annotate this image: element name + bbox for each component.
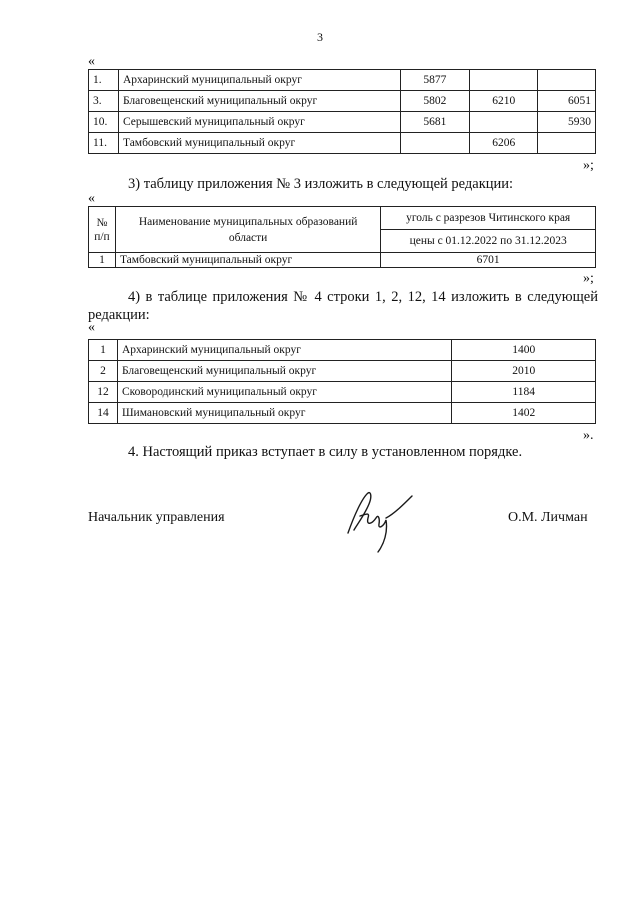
- row-value-2: 6210: [470, 91, 538, 112]
- row-value: 1402: [452, 403, 596, 424]
- quote-close-2: »;: [583, 271, 594, 286]
- row-value: 2010: [452, 361, 596, 382]
- row-name: Благовещенский муниципальный округ: [117, 361, 451, 382]
- paragraph-3: 3) таблицу приложения № 3 изложить в следующей редакции:: [128, 176, 514, 192]
- row-value-1: 5877: [400, 70, 470, 91]
- quote-open-3: «: [88, 320, 95, 335]
- table-row: [89, 361, 596, 382]
- row-number: 1.: [89, 70, 119, 91]
- table-row: [89, 91, 596, 112]
- row-number: 10.: [89, 112, 119, 133]
- page-number: 3: [317, 30, 323, 44]
- table-prices-3: [88, 339, 596, 424]
- header-period: цены с 01.12.2022 по 31.12.2023: [381, 230, 596, 253]
- table-row: [89, 382, 596, 403]
- handwritten-signature: [338, 488, 418, 558]
- table-row: [89, 133, 596, 154]
- signatory-name: О.М. Личман: [508, 510, 588, 525]
- table-row: [89, 112, 596, 133]
- row-number: 12: [89, 382, 118, 403]
- paragraph-5: 4. Настоящий приказ вступает в силу в установленном порядке.: [128, 444, 523, 460]
- row-name: Архаринский муниципальный округ: [117, 340, 451, 361]
- header-name: Наименование муниципальных образований области: [115, 207, 380, 253]
- paragraph-4: 4) в таблице приложения № 4 строки 1, 2, 12, 14 изложить в следующей редакции:: [88, 289, 598, 323]
- row-name: Сковородинский муниципальный округ: [117, 382, 451, 403]
- table-row: [89, 70, 596, 91]
- header-number: № п/п: [89, 207, 116, 253]
- quote-close-1: »;: [583, 158, 594, 173]
- row-number: 3.: [89, 91, 119, 112]
- row-value: 1184: [452, 382, 596, 403]
- quote-close-3: ».: [583, 428, 594, 443]
- table-row: [89, 340, 596, 361]
- row-value: 1400: [452, 340, 596, 361]
- table-row: [89, 253, 596, 268]
- signatory-position: Начальник управления: [88, 510, 225, 525]
- row-value-3: 5930: [538, 112, 596, 133]
- row-value-3: [538, 70, 596, 91]
- row-value-1: [400, 133, 470, 154]
- row-number: 11.: [89, 133, 119, 154]
- row-number: 1: [89, 340, 118, 361]
- row-name: Архаринский муниципальный округ: [118, 70, 400, 91]
- table-prices-2: [88, 206, 596, 268]
- row-name: Благовещенский муниципальный округ: [118, 91, 400, 112]
- row-name: Шимановский муниципальный округ: [117, 403, 451, 424]
- table-row: [89, 403, 596, 424]
- row-value: 6701: [381, 253, 596, 268]
- row-name: Серышевский муниципальный округ: [118, 112, 400, 133]
- quote-open-2: «: [88, 191, 95, 206]
- table-prices-1: [88, 69, 596, 154]
- row-value-2: [470, 112, 538, 133]
- quote-open-1: «: [88, 54, 95, 69]
- row-number: 2: [89, 361, 118, 382]
- row-value-2: [470, 70, 538, 91]
- row-value-3: 6051: [538, 91, 596, 112]
- row-value-3: [538, 133, 596, 154]
- row-name: Тамбовский муниципальный округ: [115, 253, 380, 268]
- row-value-2: 6206: [470, 133, 538, 154]
- row-number: 14: [89, 403, 118, 424]
- row-value-1: 5802: [400, 91, 470, 112]
- row-name: Тамбовский муниципальный округ: [118, 133, 400, 154]
- row-value-1: 5681: [400, 112, 470, 133]
- header-coal: уголь с разрезов Читинского края: [381, 207, 596, 230]
- row-number: 1: [89, 253, 116, 268]
